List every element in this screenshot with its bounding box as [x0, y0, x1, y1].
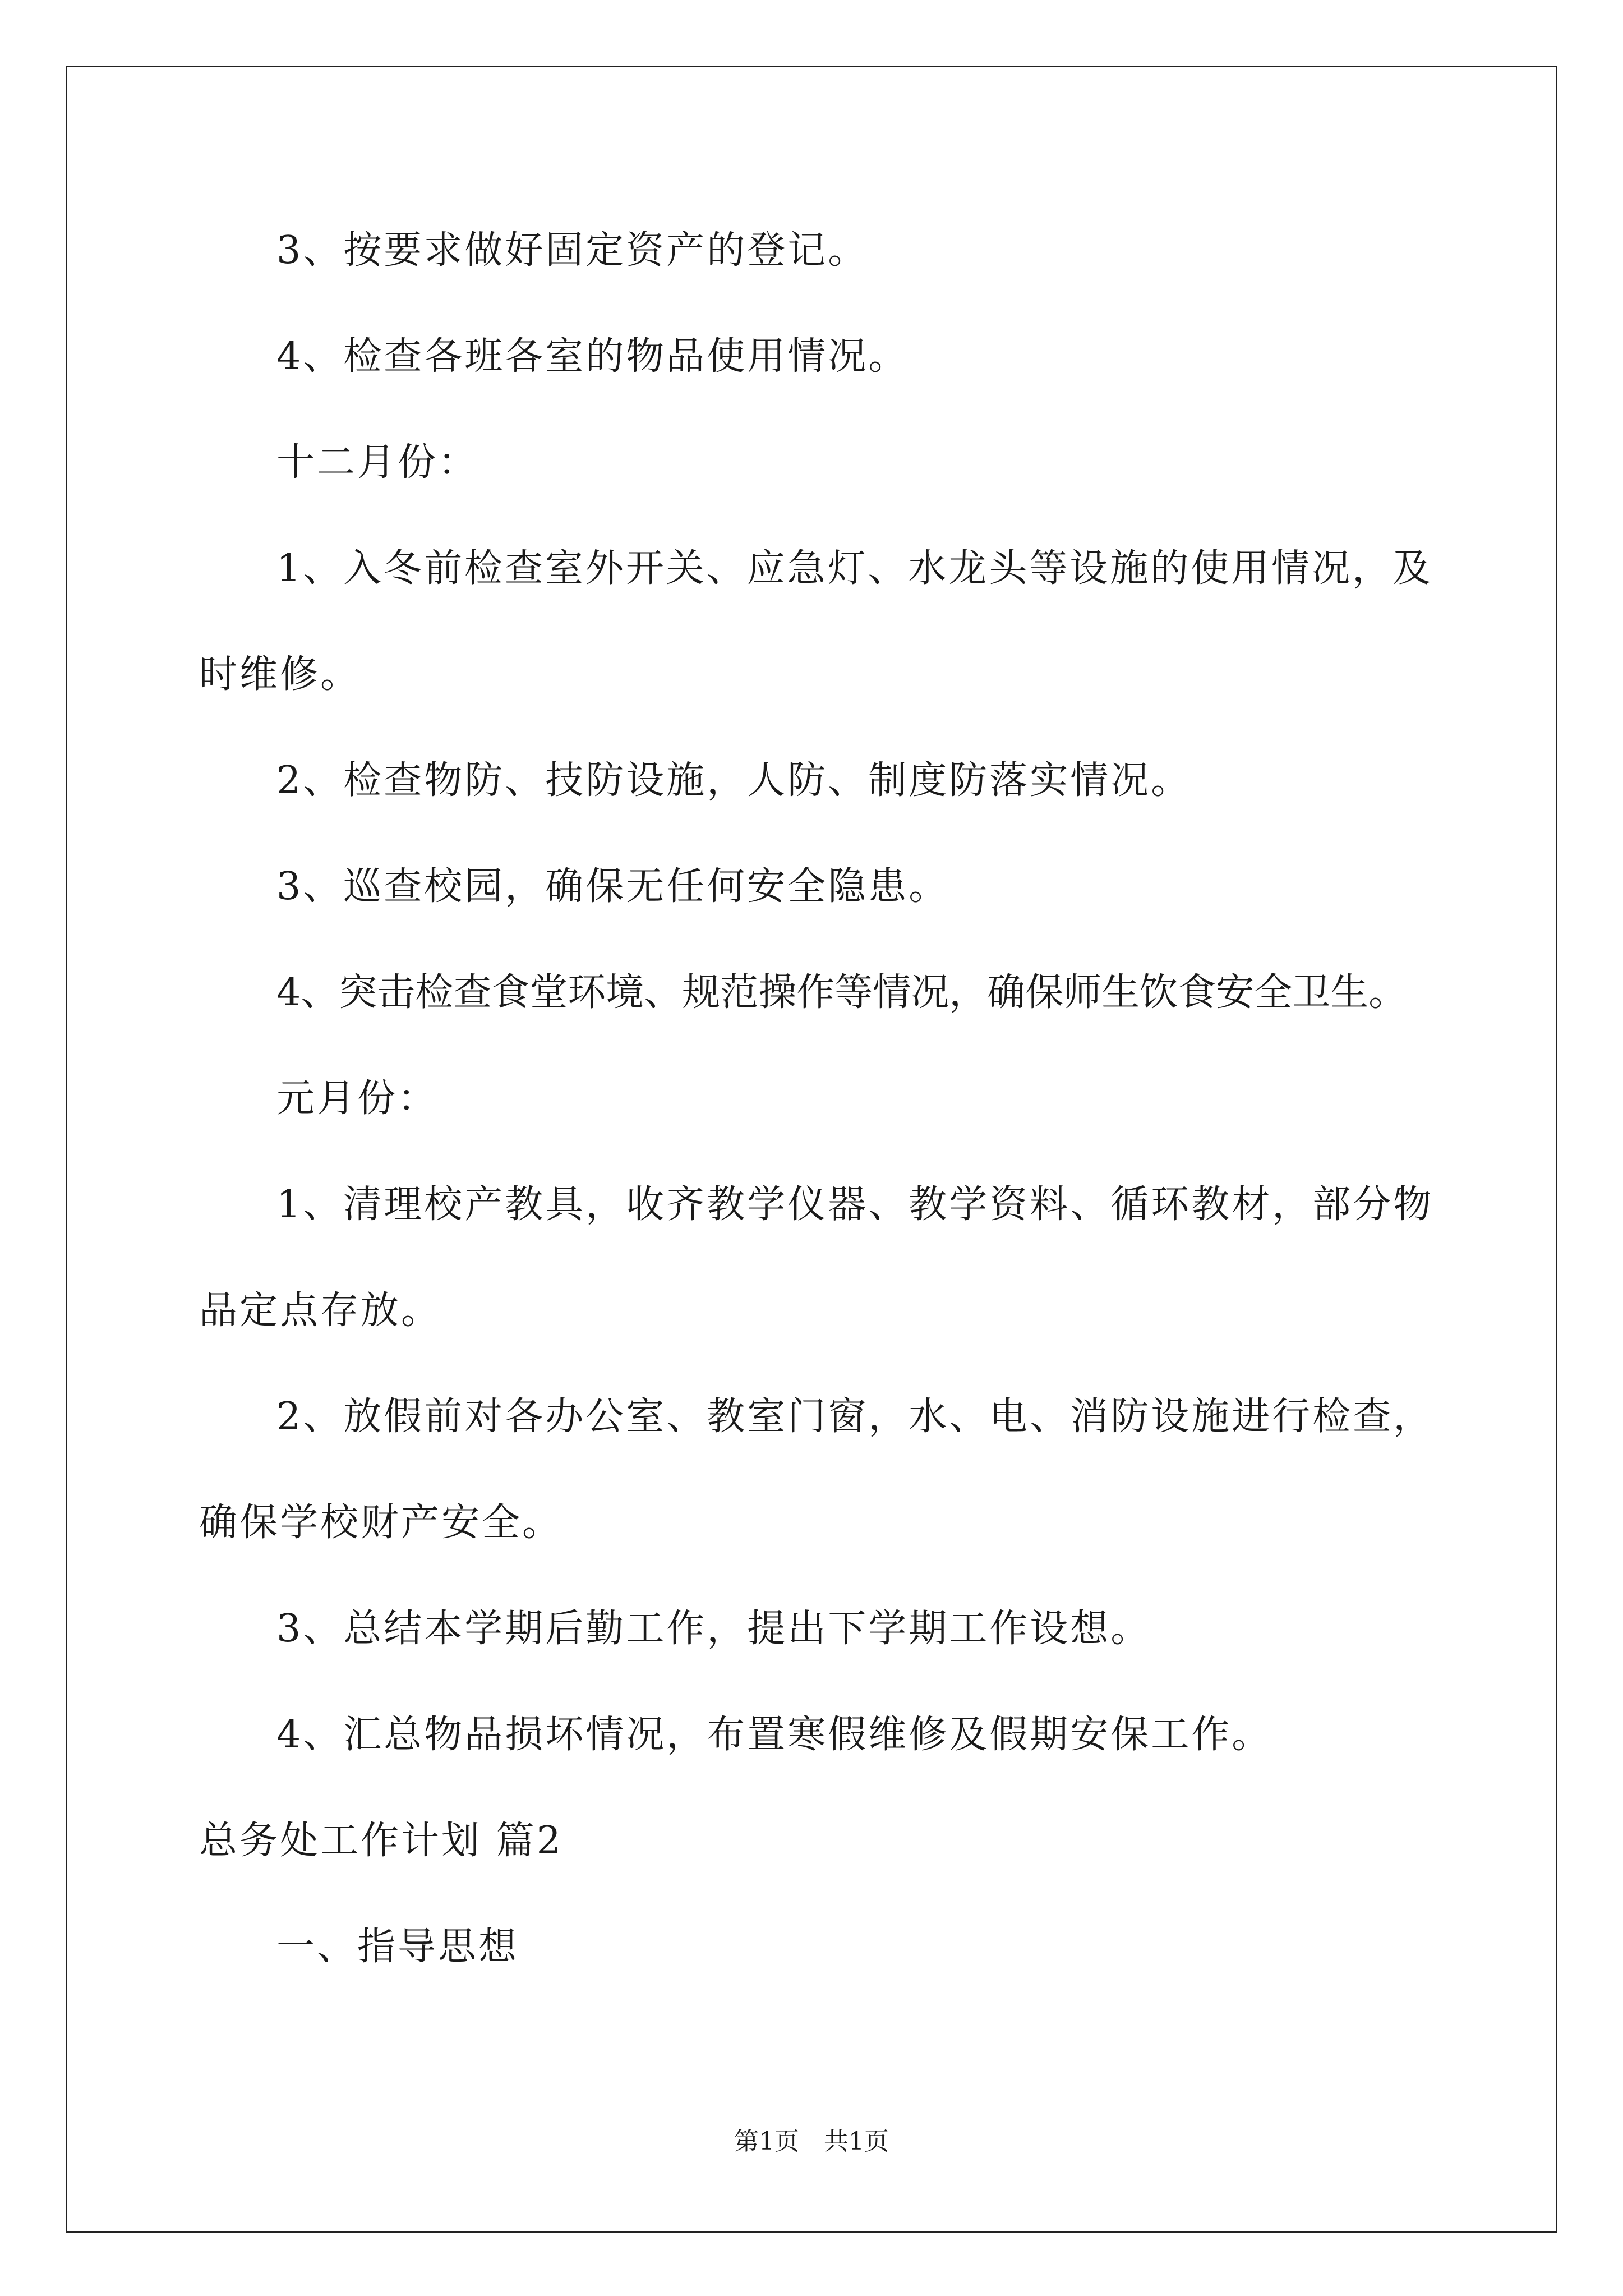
paragraph-line: 2、检查物防、技防设施，人防、制度防落实情况。 [276, 758, 1192, 803]
paragraph-line: 3、总结本学期后勤工作，提出下学期工作设想。 [276, 1607, 1151, 1651]
page-border [66, 66, 1557, 2233]
paragraph-line: 3、按要求做好固定资产的登记。 [276, 228, 869, 273]
section-heading: 一、指导思想 [276, 1925, 519, 1969]
paragraph-line: 4、突击检查食堂环境、规范操作等情况，确保师生饮食安全卫生。 [276, 970, 1407, 1015]
paragraph-line: 1、清理校产教具，收齐教学仪器、教学资料、循环教材，部分物 [276, 1182, 1434, 1227]
document-title: 总务处工作计划 篇2 [199, 1819, 563, 1863]
paragraph-line: 4、汇总物品损坏情况，布置寒假维修及假期安保工作。 [276, 1713, 1272, 1757]
paragraph-line: 时维修。 [199, 652, 361, 697]
paragraph-line: 品定点存放。 [199, 1289, 442, 1333]
paragraph-line-text: 1 、 入 冬 前 检 查 室 外 开 关 、 应 急 灯 、 水 龙 头 等 设 施 的 使 用 情 况 ， 及 [276, 546, 1431, 591]
paragraph-line: 2、放假前对各办公室、教室门窗，水、电、消防设施进行检查， [276, 1395, 1434, 1439]
paragraph-line [276, 546, 1431, 591]
section-heading: 元月份： [276, 1076, 439, 1121]
paragraph-line: 4、检查各班各室的物品使用情况。 [276, 334, 909, 379]
page-footer: 第1页 共1页 [734, 2127, 889, 2156]
paragraph-line: 3、巡查校园，确保无任何安全隐患。 [276, 864, 949, 909]
paragraph-line: 确保学校财产安全。 [199, 1501, 563, 1545]
section-heading: 十二月份： [276, 440, 479, 485]
